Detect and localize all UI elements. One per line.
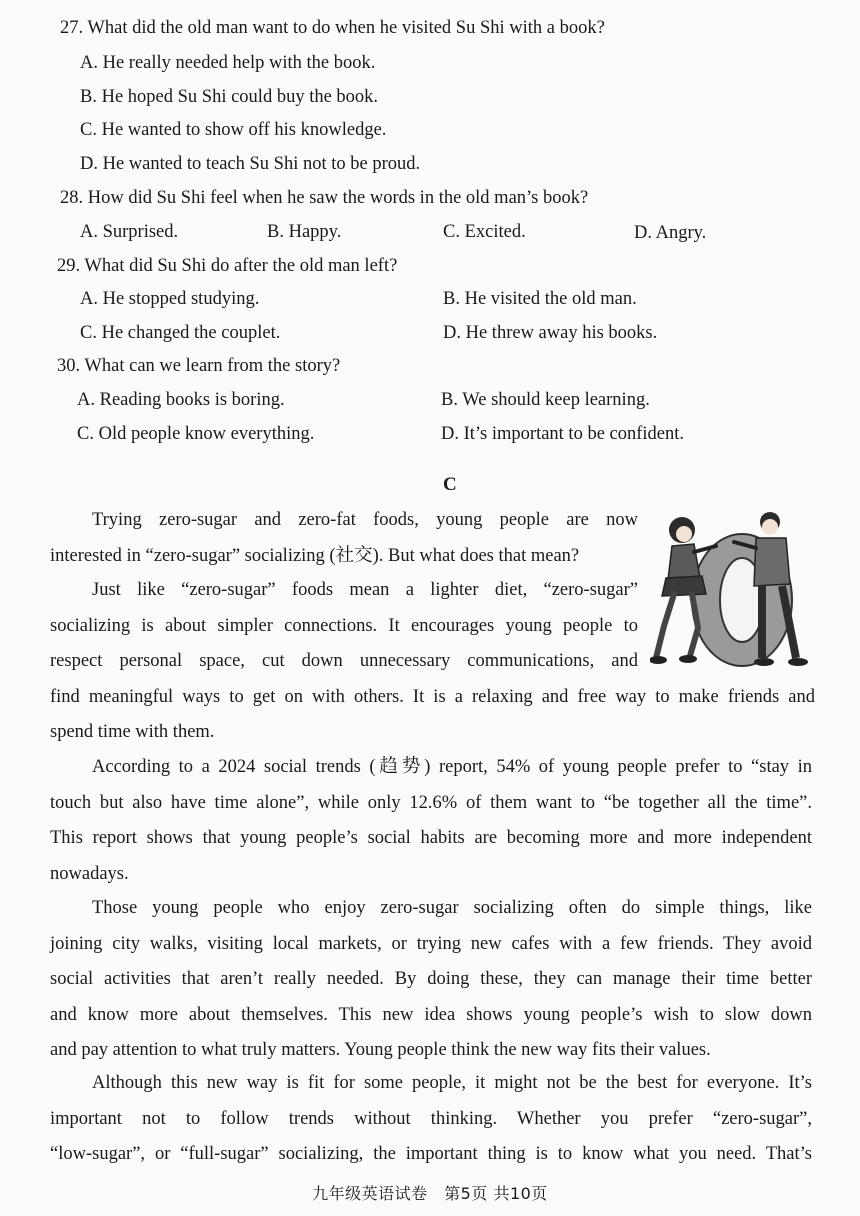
text-line: and know more about themselves. This new idea shows young people’s wish to slow down (50, 1004, 812, 1025)
option-a: A. Reading books is boring. (77, 390, 285, 410)
text-line: socializing is about simpler connections. It encourages young people to (50, 615, 638, 636)
option-d: D. He threw away his books. (443, 323, 658, 343)
text-line: interested in “zero-sugar” socializing (社交). But what does that mean? (50, 545, 580, 566)
question-stem: 30. What can we learn from the story? (57, 356, 341, 376)
option-c: C. Old people know everything. (77, 424, 315, 444)
option-d: D. He wanted to teach Su Shi not to be proud. (80, 154, 421, 174)
text-line: important not to follow trends without thinking. Whether you prefer “zero-sugar”, (50, 1108, 812, 1129)
text-line: and pay attention to what truly matters. Young people think the new way fits their values. (50, 1040, 711, 1060)
text-line: “low-sugar”, or “full-sugar” socializing, the important thing is to know what you need. That’s (50, 1144, 812, 1164)
option-a: A. He stopped studying. (80, 289, 260, 309)
option-b: B. He visited the old man. (443, 289, 637, 309)
zero-digit: 0 (741, 604, 743, 605)
passage-paragraph-5 (50, 1066, 812, 1173)
text-line: spend time with them. (50, 722, 215, 742)
option-a: A. He really needed help with the book. (80, 53, 376, 73)
text-line: Trying zero-sugar and zero-fat foods, young people are now (92, 510, 638, 530)
passage-paragraph-1 (50, 503, 638, 574)
option-c: C. He changed the couplet. (80, 323, 281, 343)
passage-paragraph-3 (50, 750, 812, 892)
option-d: D. Angry. (634, 223, 707, 243)
text-line: joining city walks, visiting local markets, or trying new cafes with a few friends. They avoid (50, 933, 812, 954)
option-c: C. He wanted to show off his knowledge. (80, 120, 387, 140)
option-d: D. It’s important to be confident. (441, 424, 685, 444)
text-line: Although this new way is fit for some people, it might not be the best for everyone. It’s (92, 1073, 812, 1093)
text-line: Just like “zero-sugar” foods mean a lighter diet, “zero-sugar” (92, 580, 638, 600)
option-b: B. Happy. (267, 222, 342, 242)
section-heading: C (443, 474, 457, 495)
option-b: B. We should keep learning. (441, 390, 650, 410)
text-line: touch but also have time alone”, while only 12.6% of them want to “be together all the time”. (50, 792, 812, 813)
text-line: find meaningful ways to get on with others. It is a relaxing and free way to make friends and (50, 686, 815, 707)
text-line: Those young people who enjoy zero-sugar socializing often do simple things, like (92, 898, 812, 918)
passage-paragraph-4 (50, 891, 812, 1069)
text-line: nowadays. (50, 863, 129, 884)
question-stem: 27. What did the old man want to do when he visited Su Shi with a book? (60, 18, 605, 38)
text-line: social activities that aren’t really needed. By doing these, they can manage their time better (50, 969, 812, 989)
zero-sugar-illustration (650, 508, 810, 670)
people-with-zero-icon (650, 508, 810, 670)
question-stem: 29. What did Su Shi do after the old man left? (57, 256, 398, 276)
page-footer: 九年级英语试卷 第5页 共10页 (312, 1184, 548, 1203)
text-line: According to a 2024 social trends (趋势) report, 54% of young people prefer to “stay in (92, 757, 812, 777)
option-b: B. He hoped Su Shi could buy the book. (80, 87, 379, 107)
text-line: This report shows that young people’s social habits are becoming more and more independent (50, 828, 812, 848)
option-a: A. Surprised. (80, 222, 179, 242)
question-stem: 28. How did Su Shi feel when he saw the words in the old man’s book? (60, 188, 589, 208)
option-c: C. Excited. (443, 222, 526, 242)
text-line: respect personal space, cut down unnecessary communications, and (50, 651, 638, 671)
